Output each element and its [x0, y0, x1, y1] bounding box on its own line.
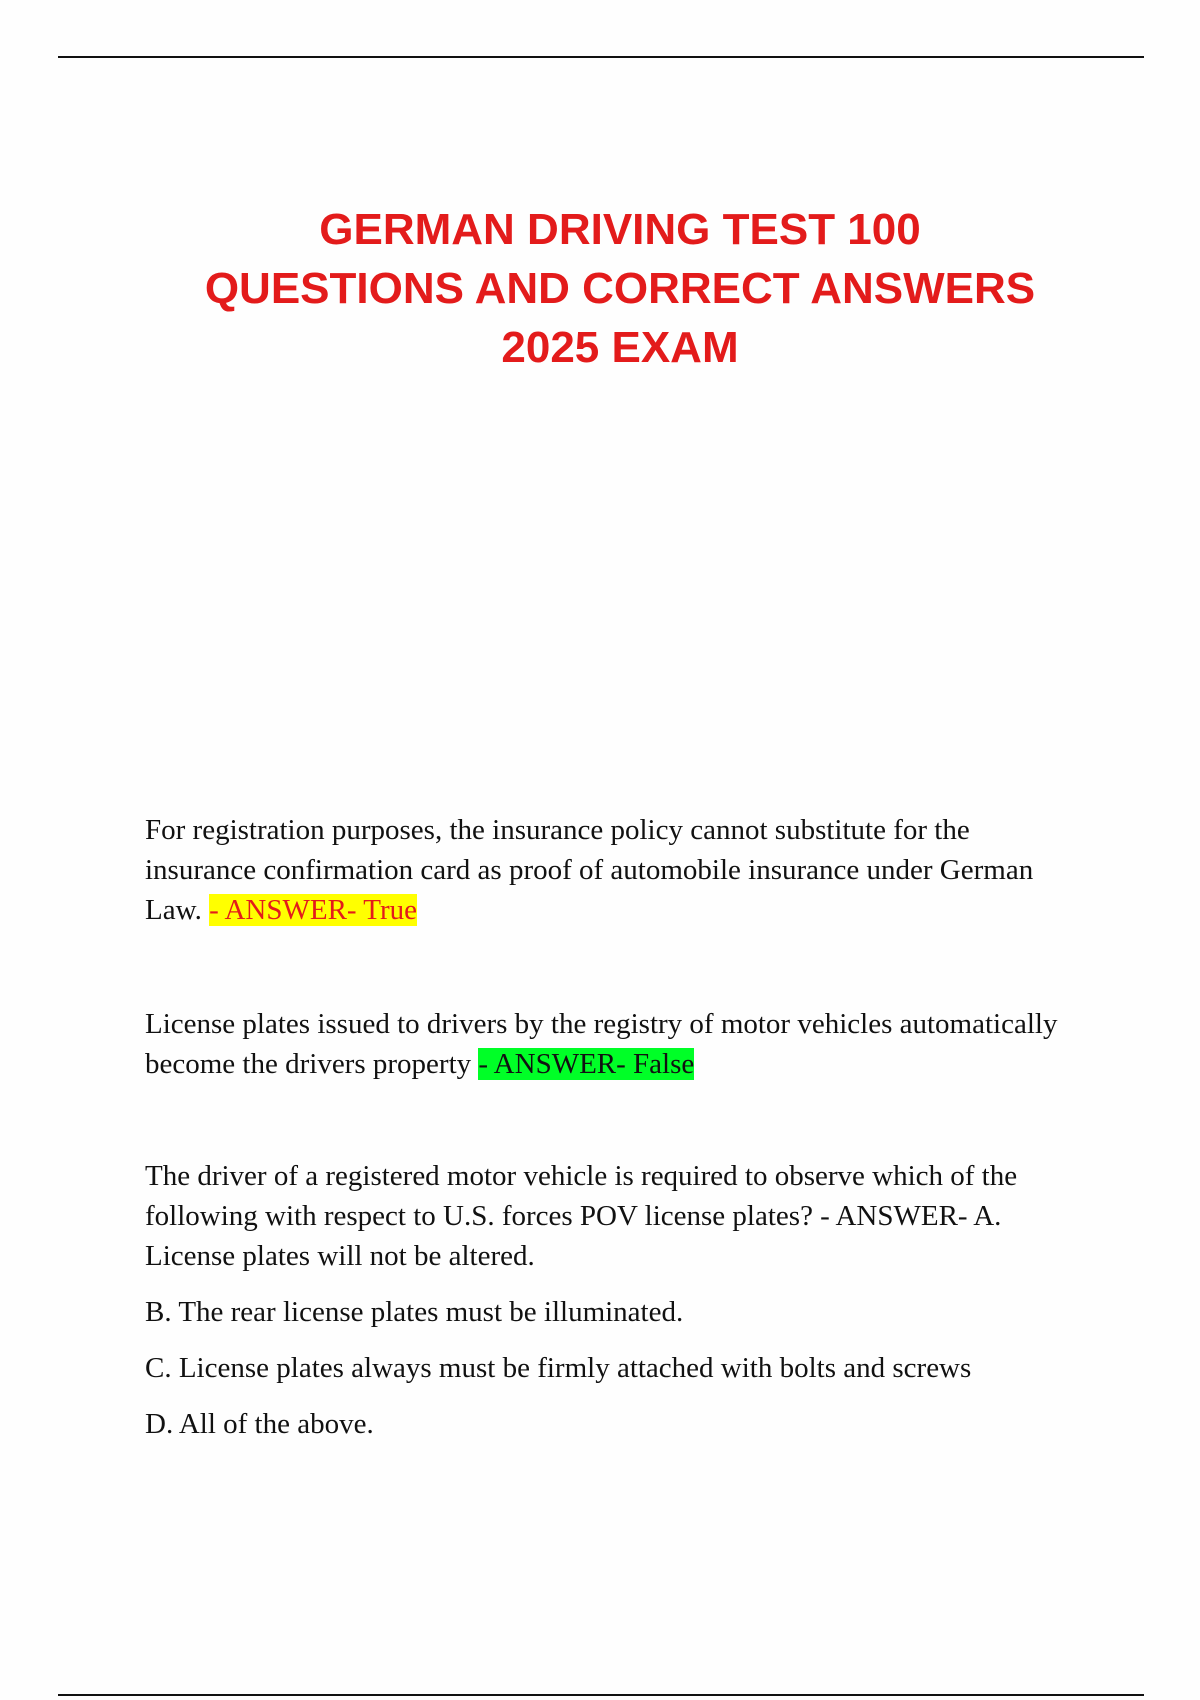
- title-line-2: QUESTIONS AND CORRECT ANSWERS: [204, 264, 1036, 313]
- question-block-3: [145, 1156, 1085, 1444]
- answer-highlight-false: - ANSWER- False: [478, 1048, 695, 1080]
- title-line-3: 2025 EXAM: [501, 323, 739, 372]
- question-text: For registration purposes, the insurance policy cannot substitute for the insurance confirmation card as proof of automobile insurance under German Law.: [145, 814, 1034, 926]
- answer-option-d: D. All of the above.: [145, 1408, 374, 1440]
- title-line-1: GERMAN DRIVING TEST 100: [319, 205, 921, 254]
- bottom-rule: [58, 1694, 1144, 1696]
- answer-option-b: B. The rear license plates must be illuminated.: [145, 1296, 684, 1328]
- question-block-1: [145, 810, 1085, 930]
- top-rule: [58, 56, 1144, 58]
- question-block-2: [145, 1004, 1085, 1084]
- answer-highlight-true: - ANSWER- True: [209, 894, 418, 926]
- answer-option-c: C. License plates always must be firmly attached with bolts and screws: [145, 1352, 972, 1384]
- document-title: [100, 200, 1140, 377]
- question-text: The driver of a registered motor vehicle is required to observe which of the following with respect to U.S. forces POV license plates? - ANSWER- A. License plates will not be altered.: [145, 1160, 1018, 1272]
- question-text: License plates issued to drivers by the registry of motor vehicles automatically become the drivers property: [145, 1008, 1058, 1080]
